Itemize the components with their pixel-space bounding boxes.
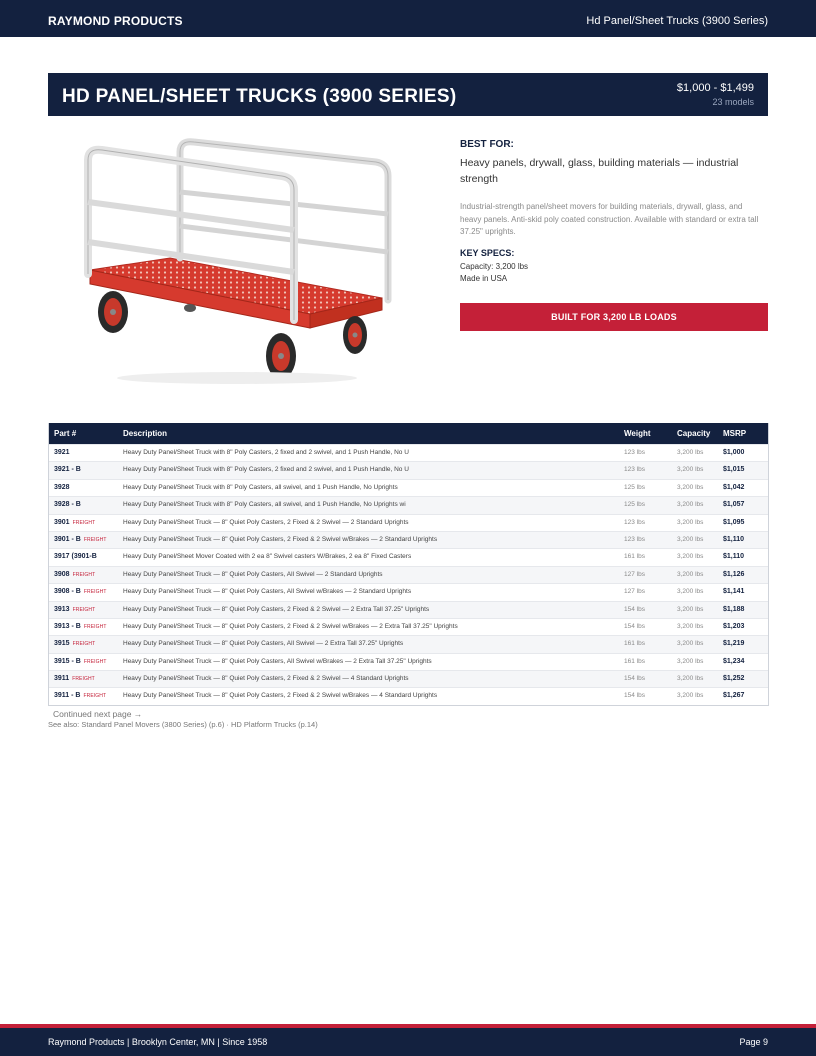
col-part: Part # (54, 429, 77, 438)
row-description: Heavy Duty Panel/Sheet Truck — 8" Quiet Poly Casters, All Swivel — 2 Extra Tall 37.25" Uprights (123, 640, 404, 648)
row-weight: 154 lbs (624, 692, 645, 700)
row-description: Heavy Duty Panel/Sheet Truck — 8" Quiet Poly Casters, 2 Fixed & 2 Swivel w/Brakes — 2 Standard Uprights (123, 535, 438, 543)
spec-origin: Made in USA (460, 274, 508, 283)
best-for-text: Heavy panels, drywall, glass, building materials — industrial strength (460, 157, 739, 185)
freight-badge: FREIGHT (72, 641, 96, 648)
row-description: Heavy Duty Panel/Sheet Truck — 8" Quiet Poly Casters, 2 Fixed & 2 Swivel — 4 Standard Uprights (123, 675, 409, 683)
row-msrp: $1,057 (723, 501, 745, 509)
col-description: Description (123, 429, 168, 438)
row-capacity: 3,200 lbs (677, 553, 704, 561)
table-row (49, 687, 768, 704)
footer-company-info: Raymond Products | Brooklyn Center, MN | Since 1958 (48, 1037, 268, 1047)
table-row (49, 601, 768, 618)
row-msrp: $1,219 (723, 640, 745, 648)
row-weight: 154 lbs (624, 605, 645, 613)
row-capacity: 3,200 lbs (677, 570, 704, 578)
row-capacity: 3,200 lbs (677, 657, 704, 665)
part-number: 3915 - B FREIGHT (54, 657, 107, 665)
best-for-label: BEST FOR: (460, 139, 514, 150)
row-msrp: $1,110 (723, 553, 745, 561)
spec-capacity: Capacity: 3,200 lbs (460, 262, 529, 271)
row-weight: 123 lbs (624, 518, 645, 526)
part-number: 3921 - B (54, 466, 81, 474)
row-capacity: 3,200 lbs (677, 483, 704, 491)
product-hero-banner (48, 73, 768, 116)
freight-badge: FREIGHT (83, 536, 107, 543)
row-capacity: 3,200 lbs (677, 449, 704, 456)
part-number: 3901 FREIGHT (54, 518, 96, 526)
row-description: Heavy Duty Panel/Sheet Truck with 8" Poly Casters, 2 fixed and 2 swivel, and 1 Push Handle, No U (123, 466, 409, 474)
row-msrp: $1,110 (723, 535, 745, 543)
row-capacity: 3,200 lbs (677, 466, 704, 474)
part-number: 3928 - B (54, 501, 81, 509)
freight-badge: FREIGHT (72, 571, 96, 578)
part-number: 3908 FREIGHT (54, 570, 96, 578)
part-number: 3911 - B FREIGHT (54, 692, 107, 700)
col-capacity: Capacity (677, 429, 711, 438)
row-description: Heavy Duty Panel/Sheet Truck — 8" Quiet Poly Casters, All Swivel — 2 Standard Uprights (123, 570, 383, 578)
table-row (49, 548, 768, 565)
freight-badge: FREIGHT (83, 658, 107, 665)
row-description: Heavy Duty Panel/Sheet Truck with 8" Poly Casters, 2 fixed and 2 swivel, and 1 Push Handle, No U (123, 449, 409, 456)
table-body (49, 444, 768, 705)
row-description: Heavy Duty Panel/Sheet Truck — 8" Quiet Poly Casters, 2 Fixed & 2 Swivel — 2 Extra Tall 37.25" Uprights (123, 605, 430, 613)
product-description: Industrial-strength panel/sheet movers for building materials, drywall, glass, and heavy panels. Anti-skid poly coated construction. Available with standard or extra tall 37.25" uprights. (460, 202, 759, 236)
row-weight: 123 lbs (624, 535, 645, 543)
part-number: 3915 FREIGHT (54, 640, 96, 648)
part-number: 3917 (3901-B (54, 553, 97, 561)
model-count: 23 models (712, 97, 754, 107)
row-msrp: $1,000 (723, 449, 745, 456)
row-weight: 123 lbs (624, 466, 645, 474)
table-header (49, 423, 768, 444)
row-weight: 161 lbs (624, 640, 645, 648)
row-description: Heavy Duty Panel/Sheet Truck — 8" Quiet Poly Casters, All Swivel w/Brakes — 2 Extra Tall 37.25" Uprights (123, 657, 432, 665)
models-table (48, 423, 769, 706)
freight-badge: FREIGHT (83, 589, 107, 596)
part-number: 3913 - B FREIGHT (54, 622, 107, 630)
part-number: 3908 - B FREIGHT (54, 588, 107, 596)
table-row (49, 653, 768, 670)
key-specs-label: KEY SPECS: (460, 248, 515, 258)
table-row (49, 531, 768, 548)
row-msrp: $1,126 (723, 570, 745, 578)
table-row (49, 635, 768, 652)
row-description: Heavy Duty Panel/Sheet Truck with 8" Poly Casters, all swivel, and 1 Push Handle, No Uprights (123, 483, 398, 491)
part-number: 3913 FREIGHT (54, 605, 96, 613)
part-number: 3901 - B FREIGHT (54, 535, 107, 543)
row-capacity: 3,200 lbs (677, 675, 704, 683)
row-weight: 125 lbs (624, 483, 645, 491)
row-description: Heavy Duty Panel/Sheet Truck with 8" Poly Casters, all swivel, and 1 Push Handle, No Uprights wi (123, 501, 406, 509)
part-number: 3911 FREIGHT (54, 675, 95, 683)
row-weight: 123 lbs (624, 449, 645, 456)
see-also-links[interactable]: See also: Standard Panel Movers (3800 Series) (p.6) · HD Platform Trucks (p.14) (48, 720, 318, 729)
row-msrp: $1,234 (723, 657, 745, 665)
row-msrp: $1,015 (723, 466, 745, 474)
row-weight: 154 lbs (624, 675, 645, 683)
row-description: Heavy Duty Panel/Sheet Truck — 8" Quiet Poly Casters, All Swivel w/Brakes — 2 Standard Uprights (123, 588, 412, 596)
row-description: Heavy Duty Panel/Sheet Truck — 8" Quiet Poly Casters, 2 Fixed & 2 Swivel w/Brakes — 2 Extra Tall 37.25" Uprights (123, 622, 458, 630)
row-description: Heavy Duty Panel/Sheet Mover Coated with 2 ea 8" Swivel casters W/Brakes, 2 ea 8" Fixed Casters (123, 553, 412, 561)
row-msrp: $1,042 (723, 483, 745, 491)
row-weight: 127 lbs (624, 570, 645, 578)
freight-badge: FREIGHT (83, 693, 107, 700)
row-description: Heavy Duty Panel/Sheet Truck — 8" Quiet Poly Casters, 2 Fixed & 2 Swivel — 2 Standard Uprights (123, 518, 409, 526)
table-row (49, 514, 768, 531)
row-weight: 125 lbs (624, 501, 645, 509)
part-number: 3928 (54, 483, 70, 491)
table-row (49, 461, 768, 478)
freight-badge: FREIGHT (72, 606, 96, 613)
section-title: Hd Panel/Sheet Trucks (3900 Series) (586, 15, 768, 27)
row-weight: 154 lbs (624, 622, 645, 630)
product-title: HD PANEL/SHEET TRUCKS (3900 SERIES) (62, 86, 457, 107)
row-msrp: $1,188 (723, 605, 745, 613)
table-row (49, 670, 768, 687)
row-capacity: 3,200 lbs (677, 640, 704, 648)
row-capacity: 3,200 lbs (677, 605, 704, 613)
panel-sheet-truck-photo (72, 130, 402, 390)
row-capacity: 3,200 lbs (677, 588, 704, 596)
row-msrp: $1,095 (723, 518, 745, 526)
freight-badge: FREIGHT (83, 623, 107, 630)
freight-badge: FREIGHT (72, 676, 95, 683)
row-description: Heavy Duty Panel/Sheet Truck — 8" Quiet Poly Casters, 2 Fixed & 2 Swivel w/Brakes — 4 Standard Uprights (123, 692, 438, 700)
freight-badge: FREIGHT (72, 519, 96, 526)
row-msrp: $1,267 (723, 692, 745, 700)
row-capacity: 3,200 lbs (677, 622, 704, 630)
row-msrp: $1,203 (723, 622, 745, 630)
row-weight: 161 lbs (624, 657, 645, 665)
col-weight: Weight (624, 429, 651, 438)
row-msrp: $1,141 (723, 588, 745, 596)
table-row (49, 566, 768, 583)
page-footer (0, 1028, 816, 1056)
row-capacity: 3,200 lbs (677, 535, 704, 543)
part-number: 3921 (54, 449, 70, 456)
table-row (49, 444, 768, 461)
page-number: Page 9 (739, 1037, 768, 1047)
row-capacity: 3,200 lbs (677, 518, 704, 526)
row-capacity: 3,200 lbs (677, 692, 704, 700)
continued-note: Continued next page → (53, 709, 143, 719)
price-range: $1,000 - $1,499 (676, 82, 754, 94)
row-weight: 161 lbs (624, 553, 645, 561)
top-header-bar (0, 0, 816, 37)
table-row (49, 618, 768, 635)
table-row (49, 479, 768, 496)
load-capacity-button[interactable]: BUILT FOR 3,200 LB LOADS (460, 303, 768, 331)
row-capacity: 3,200 lbs (677, 501, 704, 509)
row-msrp: $1,252 (723, 675, 745, 683)
table-row (49, 583, 768, 600)
table-row (49, 496, 768, 513)
col-msrp: MSRP (723, 429, 747, 438)
row-weight: 127 lbs (624, 588, 645, 596)
brand-name: RAYMOND PRODUCTS (48, 14, 183, 28)
